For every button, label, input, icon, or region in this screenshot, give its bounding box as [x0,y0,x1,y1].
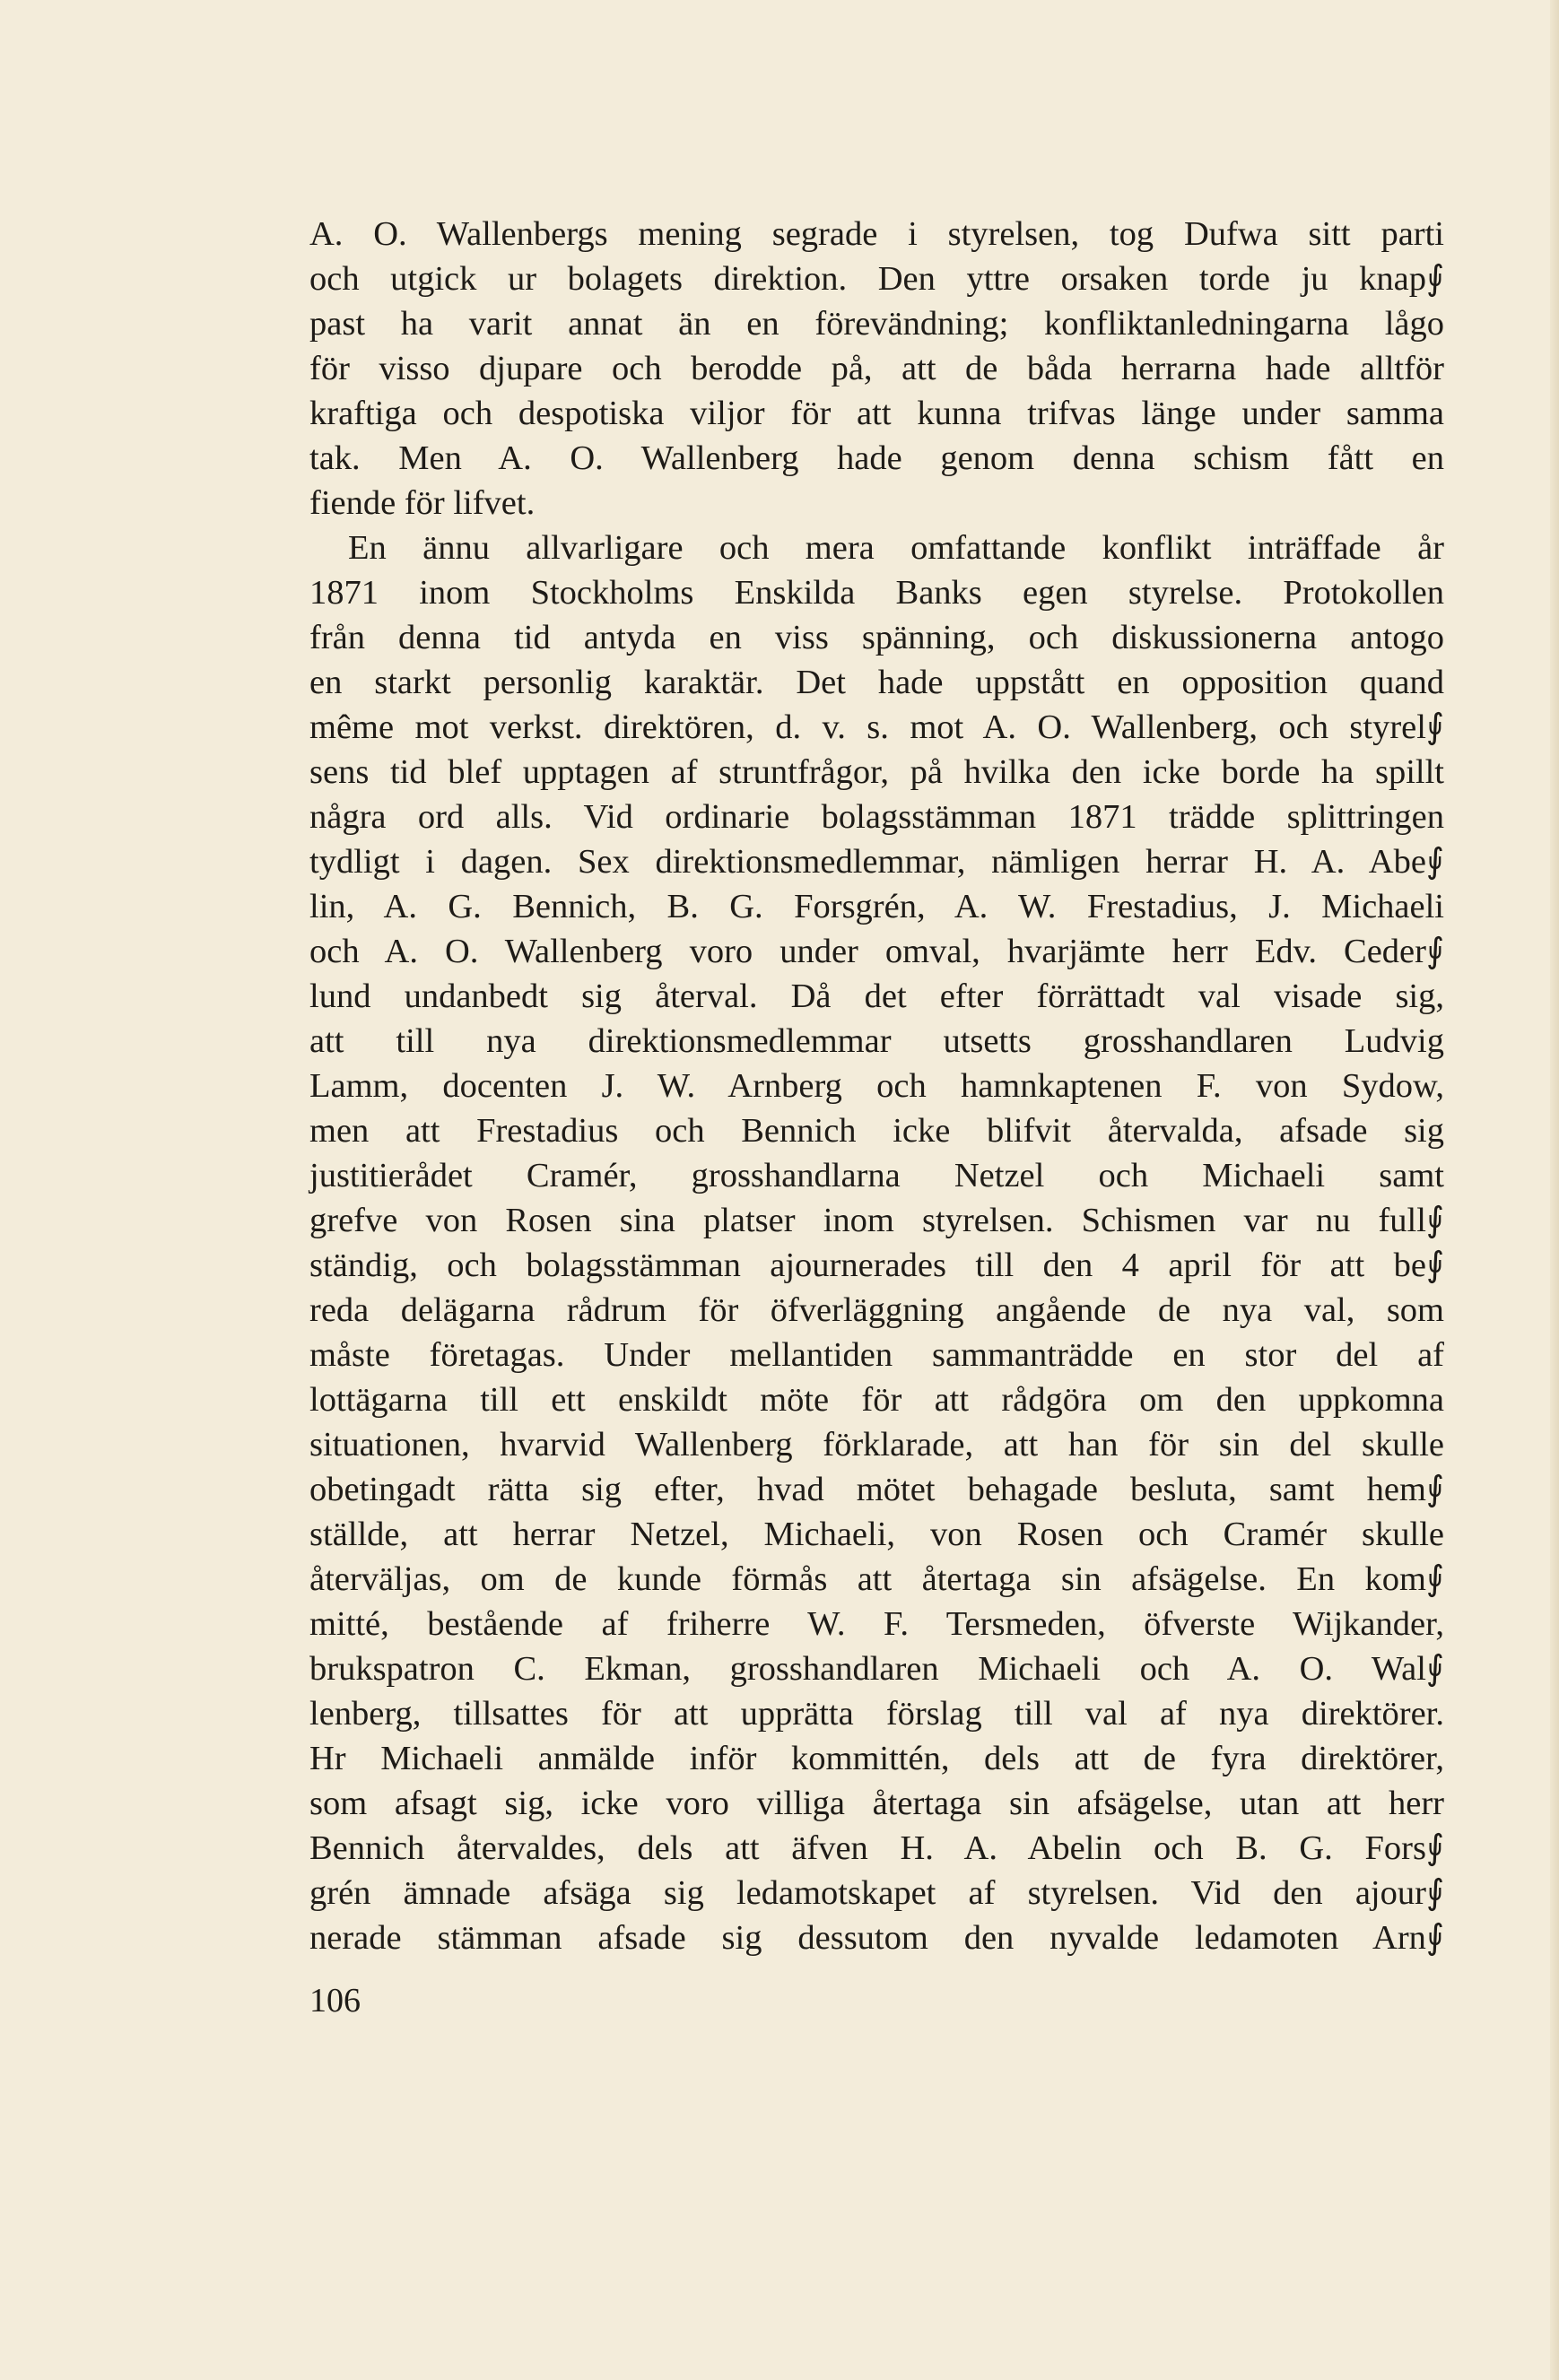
text-line: A. O. Wallenbergs mening segrade i styrelsen, tog Dufwa sitt parti [309,215,1444,253]
text-line: lin, A. G. Bennich, B. G. Forsgrén, A. W. Frestadius, J. Michaeli [309,888,1444,925]
text-line: Lamm, docenten J. W. Arnberg och hamnkaptenen F. von Sydow, [309,1067,1444,1105]
text-line: ständig, och bolagsstämman ajournerades till den 4 april för att be⨚ [309,1246,1444,1284]
text-line: mitté, bestående af friherre W. F. Tersmeden, öfverste Wijkander, [309,1605,1444,1643]
text-line: lottägarna till ett enskildt möte för att rådgöra om den uppkomna [309,1381,1444,1419]
text-line: kraftiga och despotiska viljor för att kunna trifvas länge under samma [309,395,1444,432]
text-line: och A. O. Wallenberg voro under omval, hvarjämte herr Edv. Ceder⨚ [309,933,1444,970]
page-number: 106 [309,1982,361,2020]
text-line: même mot verkst. direktören, d. v. s. mot A. O. Wallenberg, och styrel⨚ [309,708,1444,746]
text-line: 1871 inom Stockholms Enskilda Banks egen styrelse. Protokollen [309,574,1444,612]
text-line: justitierådet Cramér, grosshandlarna Netzel och Michaeli samt [309,1157,1444,1194]
text-line: grefve von Rosen sina platser inom styrelsen. Schismen var nu full⨚ [309,1202,1444,1239]
text-line: som afsagt sig, icke voro villiga återtaga sin afsägelse, utan att herr [309,1785,1444,1822]
text-line: past ha varit annat än en förevändning; konfliktanledningarna lågo [309,305,1444,343]
text-line: några ord alls. Vid ordinarie bolagsstämman 1871 trädde splittringen [309,798,1444,836]
text-line: från denna tid antyda en viss spänning, och diskussionerna antogo [309,619,1444,656]
text-line: Bennich återvaldes, dels att äfven H. A. Abelin och B. G. Fors⨚ [309,1829,1444,1867]
text-line: sens tid blef upptagen af struntfrågor, på hvilka den icke borde ha spillt [309,753,1444,791]
text-line: måste företagas. Under mellantiden sammanträdde en stor del af [309,1336,1444,1374]
text-line: lund undanbedt sig återval. Då det efter förrättadt val visade sig, [309,977,1444,1015]
text-line: tydligt i dagen. Sex direktionsmedlemmar, nämligen herrar H. A. Abe⨚ [309,843,1444,881]
text-line: och utgick ur bolagets direktion. Den yttre orsaken torde ju knap⨚ [309,260,1444,298]
text-line: Hr Michaeli anmälde inför kommittén, dels att de fyra direktörer, [309,1740,1444,1777]
text-line: tak. Men A. O. Wallenberg hade genom denna schism fått en [309,439,1444,477]
text-line: för visso djupare och berodde på, att de båda herrarna hade alltför [309,350,1444,387]
text-line: reda delägarna rådrum för öfverläggning angående de nya val, som [309,1291,1444,1329]
text-line: ställde, att herrar Netzel, Michaeli, von Rosen och Cramér skulle [309,1516,1444,1553]
text-line: obetingadt rätta sig efter, hvad mötet behagade besluta, samt hem⨚ [309,1471,1444,1508]
text-line: att till nya direktionsmedlemmar utsetts grosshandlaren Ludvig [309,1022,1444,1060]
text-line: återväljas, om de kunde förmås att återtaga sin afsägelse. En kom⨚ [309,1560,1444,1598]
text-line-paragraph-start: En ännu allvarligare och mera omfattande konflikt inträffade år [348,529,1444,567]
text-line: grén ämnade afsäga sig ledamotskapet af styrelsen. Vid den ajour⨚ [309,1874,1444,1912]
text-line: nerade stämman afsade sig dessutom den nyvalde ledamoten Arn⨚ [309,1919,1444,1957]
text-line: brukspatron C. Ekman, grosshandlaren Michaeli och A. O. Wal⨚ [309,1650,1444,1688]
page-edge [1550,0,1559,2380]
text-line: situationen, hvarvid Wallenberg förklarade, att han för sin del skulle [309,1426,1444,1464]
text-line: en starkt personlig karaktär. Det hade uppstått en opposition quand [309,664,1444,701]
text-line: men att Frestadius och Bennich icke blifvit återvalda, afsade sig [309,1112,1444,1150]
text-line-paragraph-end: fiende för lifvet. [309,484,536,522]
text-line: lenberg, tillsattes för att upprätta förslag till val af nya direktörer. [309,1695,1444,1733]
